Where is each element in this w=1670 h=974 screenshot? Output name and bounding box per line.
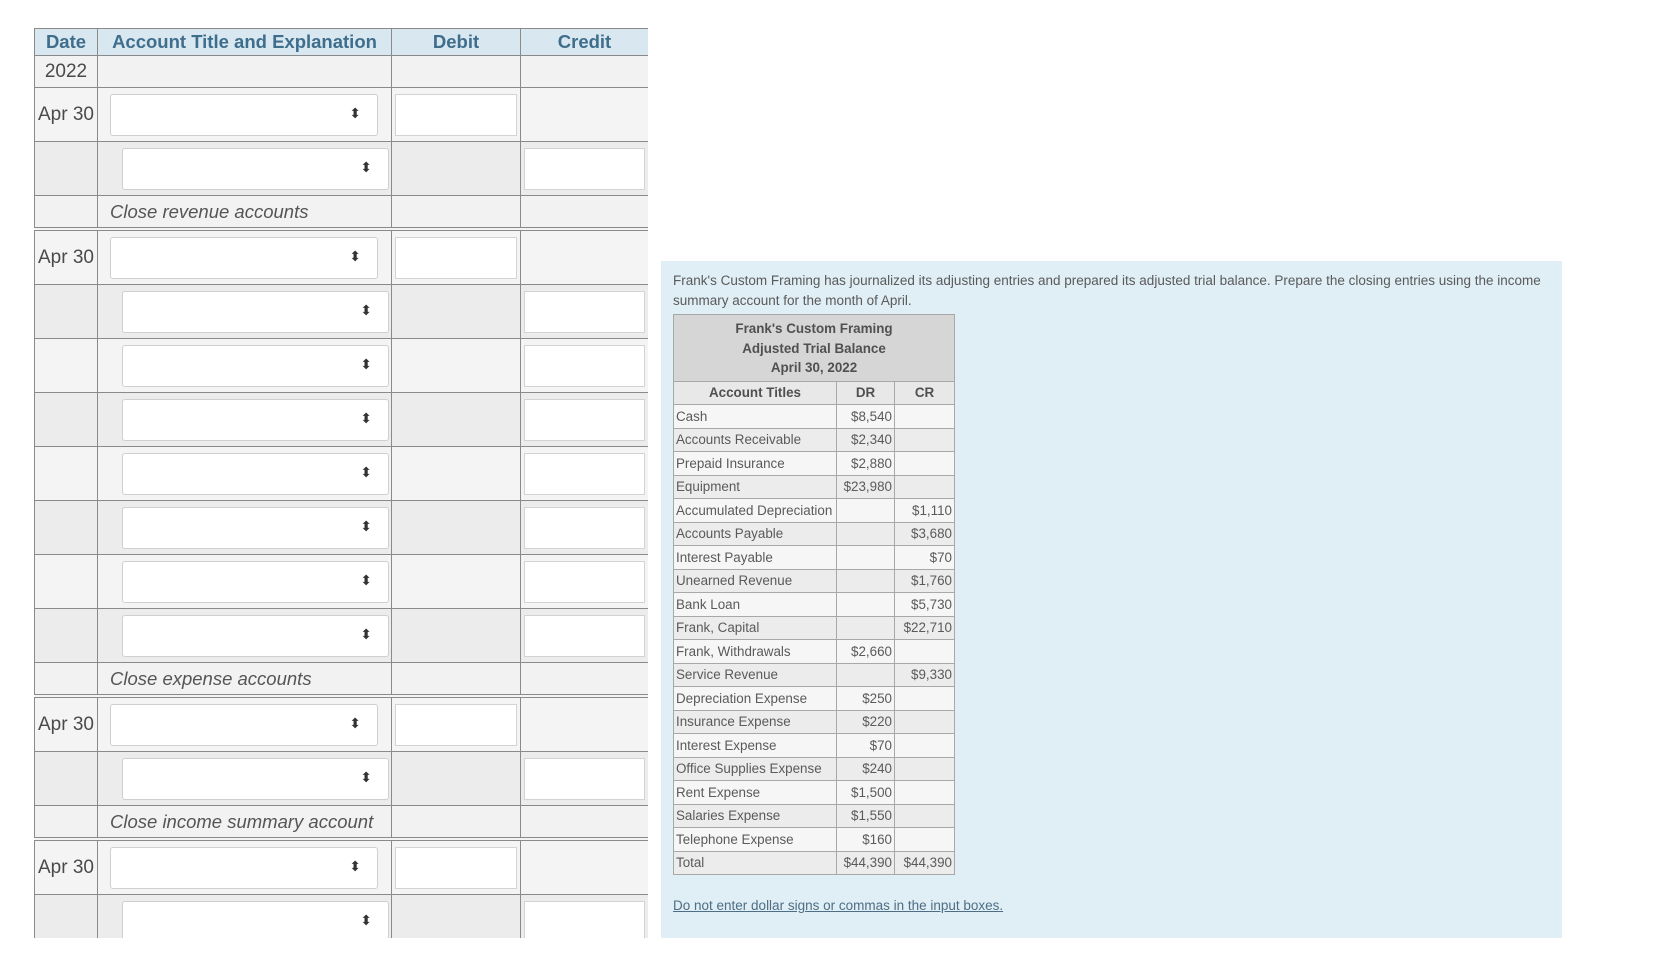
debit-balance: $70	[837, 734, 895, 758]
credit-balance: $22,710	[895, 616, 955, 640]
debit-balance: $1,500	[837, 781, 895, 805]
debit-balance: $2,660	[837, 640, 895, 664]
credit-entry-line	[35, 285, 649, 339]
entry-explanation: Close revenue accounts	[98, 196, 392, 230]
account-title: Insurance Expense	[674, 710, 837, 734]
statement-title: Adjusted Trial Balance	[742, 340, 886, 356]
debit-balance: $160	[837, 828, 895, 852]
entry-date: Apr 30	[35, 696, 98, 752]
debit-balance: $2,340	[837, 428, 895, 452]
entry-explanation: Close income summary account	[98, 806, 392, 840]
credit-balance: $3,680	[895, 522, 955, 546]
credit-balance	[895, 452, 955, 476]
account-header: Account Title and Explanation	[98, 29, 392, 56]
debit-amount-input[interactable]	[395, 94, 517, 136]
debit-balance: $2,880	[837, 452, 895, 476]
account-select[interactable]	[122, 345, 389, 387]
debit-balance	[837, 593, 895, 617]
journal-entry-table	[34, 28, 648, 938]
credit-balance	[895, 804, 955, 828]
credit-balance: $1,110	[895, 499, 955, 523]
credit-balance: $5,730	[895, 593, 955, 617]
select-arrows-icon: ⬍	[349, 247, 361, 264]
credit-balance	[895, 710, 955, 734]
credit-amount-input[interactable]	[524, 148, 645, 190]
credit-balance	[895, 405, 955, 429]
entry-date: Apr 30	[35, 839, 98, 895]
account-title: Service Revenue	[674, 663, 837, 687]
credit-amount-input[interactable]	[524, 345, 645, 387]
debit-balance	[837, 522, 895, 546]
credit-entry-line	[35, 895, 649, 939]
credit-entry-line	[35, 142, 649, 196]
credit-entry-line	[35, 447, 649, 501]
credit-balance	[895, 828, 955, 852]
select-arrows-icon: ⬍	[360, 768, 372, 785]
account-title: Accumulated Depreciation	[674, 499, 837, 523]
account-select[interactable]	[122, 453, 389, 495]
credit-amount-input[interactable]	[524, 758, 645, 800]
credit-balance	[895, 687, 955, 711]
account-title: Equipment	[674, 475, 837, 499]
account-select[interactable]	[122, 615, 389, 657]
trial-balance-row	[674, 828, 955, 852]
select-arrows-icon: ⬍	[360, 158, 372, 175]
account-select[interactable]	[122, 291, 389, 333]
debit-balance	[837, 663, 895, 687]
credit-entry-line	[35, 609, 649, 663]
account-select[interactable]	[122, 561, 389, 603]
problem-panel	[661, 261, 1562, 938]
select-arrows-icon: ⬍	[349, 104, 361, 121]
credit-balance	[895, 640, 955, 664]
debit-balance: $220	[837, 710, 895, 734]
account-title: Salaries Expense	[674, 804, 837, 828]
trial-balance-row	[674, 804, 955, 828]
trial-balance-row	[674, 640, 955, 664]
debit-balance: $8,540	[837, 405, 895, 429]
debit-amount-input[interactable]	[395, 847, 517, 889]
credit-balance	[895, 428, 955, 452]
trial-balance-row	[674, 593, 955, 617]
account-title: Rent Expense	[674, 781, 837, 805]
col-dr: DR	[837, 381, 895, 405]
credit-entry-line	[35, 752, 649, 806]
select-arrows-icon: ⬍	[360, 517, 372, 534]
select-arrows-icon: ⬍	[360, 571, 372, 588]
trial-balance-table	[673, 314, 955, 875]
account-title: Unearned Revenue	[674, 569, 837, 593]
account-title: Accounts Payable	[674, 522, 837, 546]
trial-balance-row	[674, 405, 955, 429]
account-select[interactable]	[122, 399, 389, 441]
trial-balance-row	[674, 475, 955, 499]
debit-entry-line	[35, 839, 649, 895]
trial-balance-row	[674, 522, 955, 546]
credit-amount-input[interactable]	[524, 561, 645, 603]
statement-date: April 30, 2022	[770, 360, 858, 375]
col-account-titles: Account Titles	[674, 381, 837, 405]
account-select[interactable]	[110, 704, 378, 746]
credit-balance: $70	[895, 546, 955, 570]
account-title: Interest Expense	[674, 734, 837, 758]
account-title: Interest Payable	[674, 546, 837, 570]
debit-balance	[837, 499, 895, 523]
credit-balance	[895, 757, 955, 781]
account-select[interactable]	[122, 507, 389, 549]
credit-balance: $1,760	[895, 569, 955, 593]
select-arrows-icon: ⬍	[360, 301, 372, 318]
trial-balance-row	[674, 569, 955, 593]
year-label: 2022	[35, 56, 98, 88]
account-title: Frank, Withdrawals	[674, 640, 837, 664]
account-title: Office Supplies Expense	[674, 757, 837, 781]
debit-entry-line	[35, 88, 649, 142]
credit-entry-line	[35, 555, 649, 609]
account-title: Cash	[674, 405, 837, 429]
date-header: Date	[35, 29, 98, 56]
entry-date: Apr 30	[35, 88, 98, 142]
debit-balance: $250	[837, 687, 895, 711]
debit-amount-input[interactable]	[395, 704, 517, 746]
debit-balance: $23,980	[837, 475, 895, 499]
debit-balance: $1,550	[837, 804, 895, 828]
account-select[interactable]	[122, 758, 389, 800]
account-title: Accounts Receivable	[674, 428, 837, 452]
credit-balance: $44,390	[895, 851, 955, 875]
account-title: Telephone Expense	[674, 828, 837, 852]
trial-balance-row	[674, 499, 955, 523]
entry-date: Apr 30	[35, 229, 98, 285]
trial-balance-heading	[674, 315, 955, 382]
credit-entry-line	[35, 339, 649, 393]
credit-amount-input[interactable]	[524, 507, 645, 549]
credit-balance: $9,330	[895, 663, 955, 687]
credit-amount-input[interactable]	[524, 399, 645, 441]
col-cr: CR	[895, 381, 955, 405]
debit-balance: $240	[837, 757, 895, 781]
debit-balance	[837, 569, 895, 593]
account-select[interactable]	[110, 94, 378, 136]
trial-balance-row	[674, 616, 955, 640]
debit-entry-line	[35, 696, 649, 752]
trial-balance-row	[674, 452, 955, 476]
trial-balance-row	[674, 428, 955, 452]
account-title: Depreciation Expense	[674, 687, 837, 711]
select-arrows-icon: ⬍	[360, 625, 372, 642]
credit-amount-input[interactable]	[524, 453, 645, 495]
account-select[interactable]	[122, 901, 389, 939]
account-title: Bank Loan	[674, 593, 837, 617]
trial-balance-row	[674, 781, 955, 805]
debit-amount-input[interactable]	[395, 237, 517, 279]
account-title: Prepaid Insurance	[674, 452, 837, 476]
select-arrows-icon: ⬍	[360, 409, 372, 426]
input-instruction-link[interactable]: Do not enter dollar signs or commas in the input boxes.	[673, 898, 1004, 913]
debit-entry-line	[35, 229, 649, 285]
credit-balance	[895, 781, 955, 805]
problem-intro: Frank's Custom Framing has journalized its adjusting entries and prepared its adjusted trial balance. Prepare the closing entries using the income summary account for the month of April.	[673, 273, 1541, 308]
account-select[interactable]	[110, 847, 378, 889]
account-select[interactable]	[110, 237, 378, 279]
account-title: Total	[674, 851, 837, 875]
account-title: Frank, Capital	[674, 616, 837, 640]
credit-amount-input[interactable]	[524, 615, 645, 657]
trial-balance-row	[674, 546, 955, 570]
select-arrows-icon: ⬍	[349, 714, 361, 731]
credit-balance	[895, 734, 955, 758]
debit-balance: $44,390	[837, 851, 895, 875]
entry-explanation: Close expense accounts	[98, 663, 392, 697]
credit-amount-input[interactable]	[524, 291, 645, 333]
trial-balance-row	[674, 851, 955, 875]
trial-balance-row	[674, 710, 955, 734]
credit-amount-input[interactable]	[524, 901, 645, 939]
trial-balance-row	[674, 663, 955, 687]
trial-balance-row	[674, 687, 955, 711]
trial-balance-row	[674, 757, 955, 781]
select-arrows-icon: ⬍	[360, 911, 372, 928]
credit-header: Credit	[521, 29, 649, 56]
debit-balance	[837, 616, 895, 640]
account-select[interactable]	[122, 148, 389, 190]
select-arrows-icon: ⬍	[360, 463, 372, 480]
debit-header: Debit	[392, 29, 521, 56]
select-arrows-icon: ⬍	[349, 857, 361, 874]
credit-entry-line	[35, 393, 649, 447]
credit-entry-line	[35, 501, 649, 555]
debit-balance	[837, 546, 895, 570]
trial-balance-row	[674, 734, 955, 758]
select-arrows-icon: ⬍	[360, 355, 372, 372]
company-name: Frank's Custom Framing	[735, 321, 893, 336]
credit-balance	[895, 475, 955, 499]
